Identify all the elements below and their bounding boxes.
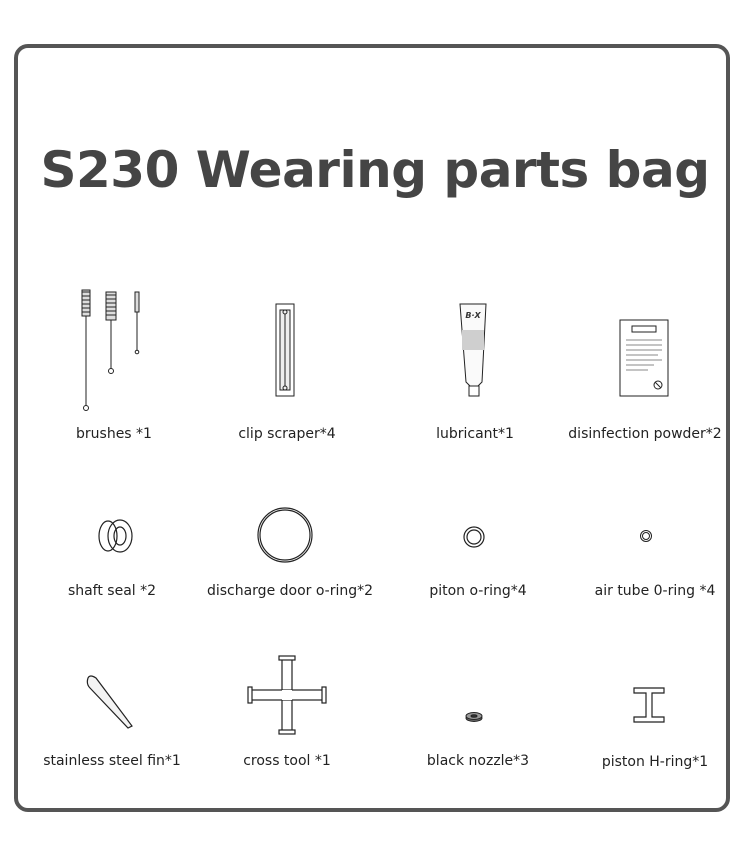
item-label-clip-scraper: clip scraper*4 (238, 426, 336, 442)
brushes-icon (70, 286, 150, 416)
piston-h-ring-icon (632, 686, 666, 724)
item-label-air-tube-o-ring: air tube 0-ring *4 (594, 583, 716, 599)
item-label-disinfection-powder: disinfection powder*2 (568, 426, 722, 442)
item-label-cross-tool: cross tool *1 (243, 753, 331, 769)
item-label-discharge-door-o-ring: discharge door o-ring*2 (206, 583, 374, 599)
cross-tool-icon (246, 654, 328, 736)
page-title: S230 Wearing parts bag (40, 141, 710, 199)
air-tube-o-ring-icon (639, 529, 653, 543)
black-nozzle-icon (464, 711, 484, 723)
disinfection-powder-icon (618, 318, 672, 400)
clip-scraper-icon (270, 300, 300, 400)
tube-brand-text: B·X (465, 311, 481, 320)
lubricant-tube-icon (452, 300, 492, 400)
item-label-shaft-seal: shaft seal *2 (67, 583, 157, 599)
item-label-stainless-steel-fin: stainless steel fin*1 (43, 753, 181, 769)
stainless-steel-fin-icon (84, 672, 136, 730)
item-label-brushes: brushes *1 (76, 426, 152, 442)
shaft-seal-icon (96, 516, 136, 556)
item-label-lubricant: lubricant*1 (436, 426, 514, 442)
item-label-black-nozzle: black nozzle*3 (426, 753, 530, 769)
item-label-piston-o-ring: piton o-ring*4 (429, 583, 527, 599)
item-label-piston-h-ring: piston H-ring*1 (601, 754, 709, 770)
piston-o-ring-icon (462, 525, 486, 549)
discharge-door-o-ring-icon (256, 506, 314, 564)
